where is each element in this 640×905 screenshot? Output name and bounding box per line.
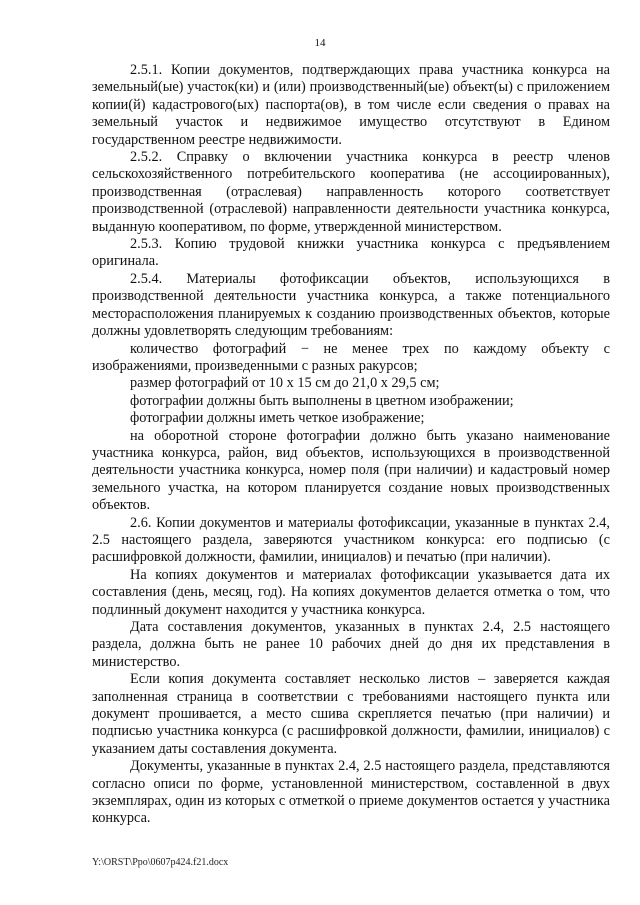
requirement-photo-size: размер фотографий от 10 x 15 см до 21,0 x 29,5 см; [130,375,440,392]
requirement-photo-clarity: фотографии должны иметь четкое изображение; [130,410,425,427]
paragraph-date-limit: Дата составления документов, указанных в пунктах 2.4, 2.5 настоящего раздела, должна быть не ранее 10 рабочих дней до дня их представления в министерство. [92,619,610,670]
page-number: 14 [314,37,326,49]
paragraph-2-5-1: 2.5.1. Копии документов, подтверждающих права участника конкурса на земельный(ые) участок(ки) и (или) производственный(ые) объект(ы) с приложением копии(й) кадастрового(ых) паспорта(ов), в том числе если сведения о правах на земельный участок и недвижимое имущество отсутствуют в Едином государственном реестре недвижимости. [92,62,610,148]
requirement-photo-count: количество фотографий − не менее трех по каждому объекту с изображениями, произведенными с разных ракурсов; [92,340,610,374]
paragraph-inventory: Документы, указанные в пунктах 2.4, 2.5 настоящего раздела, представляются согласно описи по форме, установленной министерством, составленной в двух экземплярах, один из которых с отметкой о приеме документов остается у участника конкурса. [92,758,610,827]
document-body [92,62,610,828]
paragraph-2-5-3: 2.5.3. Копию трудовой книжки участника конкурса с предъявлением оригинала. [92,236,610,270]
requirement-photo-color: фотографии должны быть выполнены в цветном изображении; [130,392,514,409]
paragraph-multi-sheet: Если копия документа составляет несколько листов – заверяется каждая заполненная страница в соответствии с требованиями настоящего пункта или документ прошивается, а место сшива скрепляется печатью (при наличии) и подписью участника конкурса (с расшифровкой должности, фамилии, инициалов) с указанием даты составления документа. [92,671,610,757]
paragraph-2-5-4: 2.5.4. Материалы фотофиксации объектов, использующихся в производственной деятельности участника конкурса, а также потенциального месторасположения планируемых к созданию производственных объектов, которые должны удовлетворять следующим требованиям: [92,270,610,340]
file-path-footer: Y:\ORST\Ppo\0607p424.f21.docx [92,857,229,868]
paragraph-2-5-2: 2.5.2. Справку о включении участника конкурса в реестр членов сельскохозяйственного потребительского кооператива (не ассоциированных), производственная (отраслевая) направленность которого соответствует производственной (отраслевой) направленности деятельности участника конкурса, выданную кооперативом, по форме, утвержденной министерством. [92,149,610,235]
requirement-photo-reverse: на оборотной стороне фотографии должно быть указано наименование участника конкурса, район, вид объектов, использующихся в производственной деятельности участника конкурса, номер поля (при наличии) и кадастровый номер земельного участка, на котором планируется создание новых производственных объектов. [92,427,610,514]
paragraph-copy-date: На копиях документов и материалах фотофиксации указывается дата их составления (день, месяц, год). На копиях документов делается отметка о том, что подлинный документ находится у участника конкурса. [92,566,610,618]
paragraph-2-6: 2.6. Копии документов и материалы фотофиксации, указанные в пунктах 2.4, 2.5 настоящего раздела, заверяются участником конкурса: его подписью (с расшифровкой должности, фамилии, инициалов) и печатью (при наличии). [92,514,610,566]
